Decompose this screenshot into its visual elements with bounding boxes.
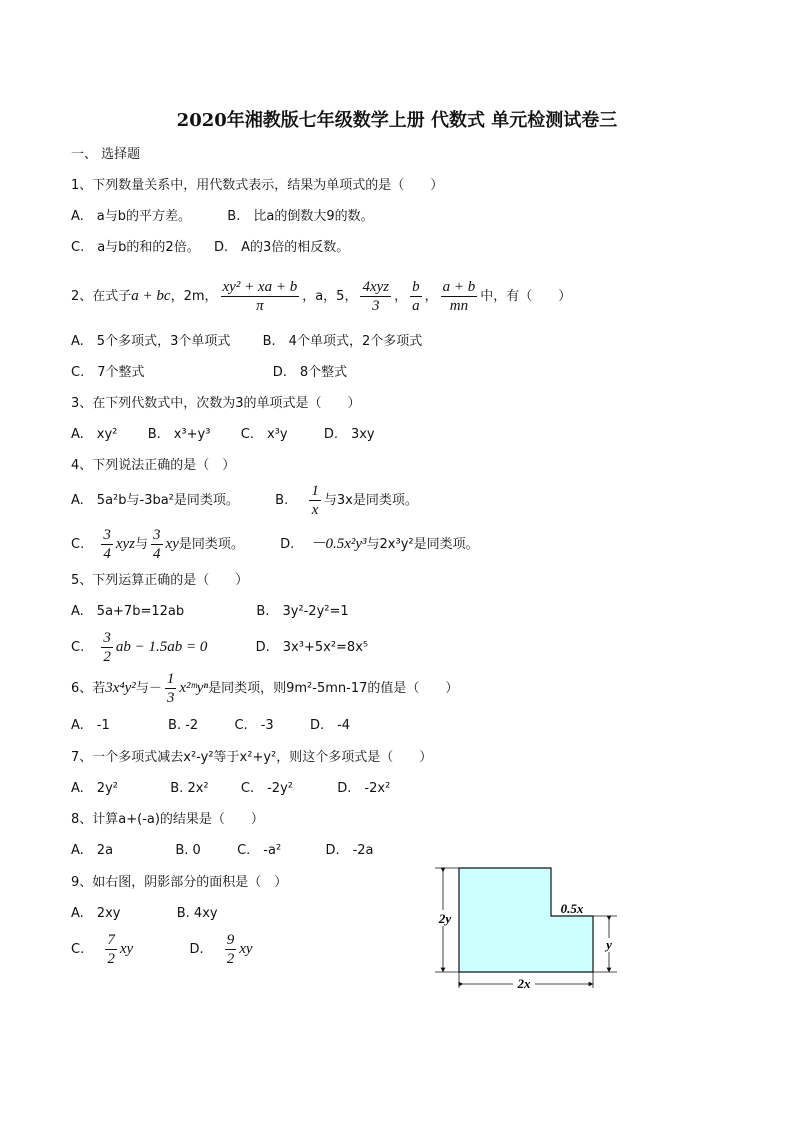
q2-frac3-numerator: b — [412, 279, 420, 295]
q9-label-left: 2y — [438, 911, 452, 926]
question-5-stem: 5、下列运算正确的是（ ） — [71, 573, 249, 588]
q1-option-d: D. A的3倍的相反数。 — [213, 240, 350, 255]
q2-frac4-denominator: mn — [449, 298, 469, 314]
q9-option-d-label: D. — [189, 942, 204, 957]
section-heading: 一、 选择题 — [71, 147, 141, 162]
q5-option-b: B. 3y²-2y²=1 — [256, 604, 349, 619]
q4-option-b-label: B. — [275, 493, 289, 508]
q4-d-text: 与2x³y²是同类项。 — [366, 537, 479, 552]
q4-b-numerator: 1 — [311, 483, 319, 499]
q6-expr2: x²ᵐyⁿ — [179, 680, 209, 696]
question-8-stem: 8、计算a+(-a)的结果是（ ） — [71, 812, 264, 827]
q2-fraction-3 — [410, 278, 422, 315]
question-4-options-row2 — [71, 524, 479, 565]
q9-d-numerator: 9 — [226, 932, 235, 948]
question-7-stem: 7、一个多项式减去x²-y²等于x²+y²，则这个多项式是（ ） — [71, 750, 433, 765]
question-4-stem: 4、下列说法正确的是（ ） — [71, 458, 236, 473]
q9-label-right: y — [606, 937, 612, 952]
q9-shaded-shape — [459, 868, 593, 972]
q8-option-b: B. 0 — [175, 843, 201, 858]
q6-denominator: 3 — [166, 690, 175, 706]
q8-option-d: D. -2a — [325, 843, 374, 858]
q4-d-expression: －0.5x²y³ — [310, 536, 367, 552]
q4-option-c-label: C. — [71, 537, 85, 552]
question-3-options — [71, 427, 375, 443]
q2-fraction-4 — [441, 278, 478, 315]
q4-c-denominator-2: 4 — [153, 546, 161, 562]
question-6-stem — [71, 668, 458, 709]
q7-option-a: A. 2y² — [71, 781, 118, 796]
q6-prefix: 6、若 — [71, 681, 106, 696]
q7-option-b: B. 2x² — [170, 781, 209, 796]
question-9-options-row1 — [71, 906, 218, 922]
q8-option-c: C. -a² — [237, 843, 282, 858]
q9-c-fraction — [105, 931, 117, 968]
q5-c-fraction — [101, 629, 113, 666]
q2-option-c: C. 7个整式 — [71, 365, 145, 380]
q1-option-b: B. 比a的倒数大9的数。 — [227, 209, 374, 224]
q4-c-fraction-1 — [101, 526, 113, 563]
q2-frac2-numerator: 4xyz — [362, 279, 390, 295]
q6-option-c: C. -3 — [234, 718, 274, 733]
q4-c-var-2: xy — [165, 536, 179, 552]
q4-c-text: 是同类项。 — [178, 537, 244, 552]
q2-option-b: B. 4个单项式，2个多项式 — [262, 334, 423, 349]
q8-option-a: A. 2a — [71, 843, 114, 858]
q9-d-denominator: 2 — [226, 951, 235, 967]
q6-option-d: D. -4 — [309, 718, 351, 733]
q2-expr1: a + bc — [131, 288, 171, 304]
q9-figure — [425, 862, 625, 994]
q5-c-numerator: 3 — [103, 630, 111, 646]
q6-expr1: 3x⁴y² — [105, 680, 136, 696]
q5-c-denominator: 2 — [103, 649, 111, 665]
q4-c-numerator-1: 3 — [103, 527, 111, 543]
q2-sep1: ，2m， — [170, 289, 218, 304]
q4-c-var-1: xyz — [115, 536, 136, 552]
q5-option-c-label: C. — [71, 640, 85, 655]
q9-option-a: A. 2xy — [71, 906, 121, 921]
q9-option-c-label: C. — [71, 942, 85, 957]
q2-option-a: A. 5个多项式，3个单项式 — [71, 334, 231, 349]
question-5-options-row1 — [71, 604, 349, 620]
q6-mid: 与－ — [135, 681, 162, 696]
question-9-stem: 9、如右图，阴影部分的面积是（ ） — [71, 875, 288, 890]
q7-option-d: D. -2x² — [337, 781, 391, 796]
question-9-options-row2 — [71, 929, 253, 970]
q2-frac1-denominator: π — [256, 298, 264, 314]
q6-fraction — [165, 670, 177, 707]
question-2-stem: 2、在式子a + bc，2m， $\frac{\text{xy² + xa + b}}{\pi}$ ，a，5， $\frac{\text{4xyz}}{3}$ ， $\frac{b}{a}$ ， $\frac{a + b}{mn}$ 中，有（ ） — [71, 279, 572, 314]
q5-option-d: D. 3x³+5x²=8x⁵ — [255, 640, 369, 655]
q1-option-c: C. a与b的和的2倍。 — [71, 240, 200, 255]
question-3-stem: 3、在下列代数式中，次数为3的单项式是（ ） — [71, 396, 361, 411]
q3-option-d: D. 3xy — [323, 427, 375, 442]
q2-fraction-2 — [360, 278, 391, 315]
q9-label-bottom: 2x — [517, 976, 531, 991]
q4-b-denominator: x — [311, 502, 319, 518]
q9-option-b: B. 4xy — [176, 906, 218, 921]
q2-option-d: D. 8个整式 — [272, 365, 348, 380]
question-4-options-row1 — [71, 481, 418, 521]
q9-d-var: xy — [239, 941, 253, 957]
q2-frac4-numerator: a + b — [442, 279, 476, 295]
question-7-options — [71, 781, 390, 797]
q6-numerator: 1 — [166, 671, 175, 687]
q2-fraction-1 — [221, 278, 300, 315]
question-6-options — [71, 718, 350, 734]
q2-suffix: 中，有（ ） — [480, 289, 572, 304]
question-1-options-row1 — [71, 209, 374, 225]
q4-option-b-text: 与3x是同类项。 — [323, 493, 418, 508]
q3-option-a: A. xy² — [71, 427, 118, 442]
q2-frac1-numerator: xy² + xa + b — [222, 279, 298, 295]
question-2-options-row1 — [71, 334, 422, 350]
q2-prefix: 2、在式子 — [71, 289, 132, 304]
q6-option-b: B. -2 — [168, 718, 199, 733]
q9-c-var: xy — [119, 941, 134, 957]
q4-option-b-fraction — [309, 482, 321, 519]
question-5-options-row2 — [71, 627, 368, 668]
q4-c-numerator-2: 3 — [153, 527, 161, 543]
q5-c-expression: ab − 1.5ab = 0 — [115, 639, 208, 655]
q3-option-b: B. x³+y³ — [147, 427, 211, 442]
q9-c-denominator: 2 — [107, 951, 115, 967]
q4-option-d-label: D. — [280, 537, 295, 552]
q9-label-notch: 0.5x — [560, 901, 584, 916]
q9-d-fraction — [225, 931, 237, 968]
q2-frac3-denominator: a — [412, 298, 420, 314]
q1-option-a: A. a与b的平方差。 — [71, 209, 192, 224]
q4-option-a: A. 5a²b与-3ba²是同类项。 — [71, 493, 239, 508]
q6-option-a: A. -1 — [71, 718, 110, 733]
q6-suffix: 是同类项，则9m²-5mn-17的值是（ ） — [208, 681, 459, 696]
page-title: 2020年湘教版七年级数学上册 代数式 单元检测试卷三 — [176, 110, 618, 131]
question-2-options-row2 — [71, 365, 347, 381]
q4-c-fraction-2 — [151, 526, 163, 563]
q7-option-c: C. -2y² — [240, 781, 293, 796]
q2-sep2: ，a，5， — [302, 289, 358, 304]
question-8-options — [71, 843, 374, 859]
q4-c-denominator-1: 4 — [103, 546, 111, 562]
q9-c-numerator: 7 — [107, 932, 115, 948]
q5-option-a: A. 5a+7b=12ab — [71, 604, 185, 619]
q4-c-mid: 与 — [135, 537, 149, 552]
question-1-options-row2 — [71, 240, 349, 256]
q2-frac2-denominator: 3 — [372, 298, 380, 314]
question-1-stem: 1、下列数量关系中，用代数式表示，结果为单项式的是（ ） — [71, 178, 444, 193]
q3-option-c: C. x³y — [240, 427, 288, 442]
